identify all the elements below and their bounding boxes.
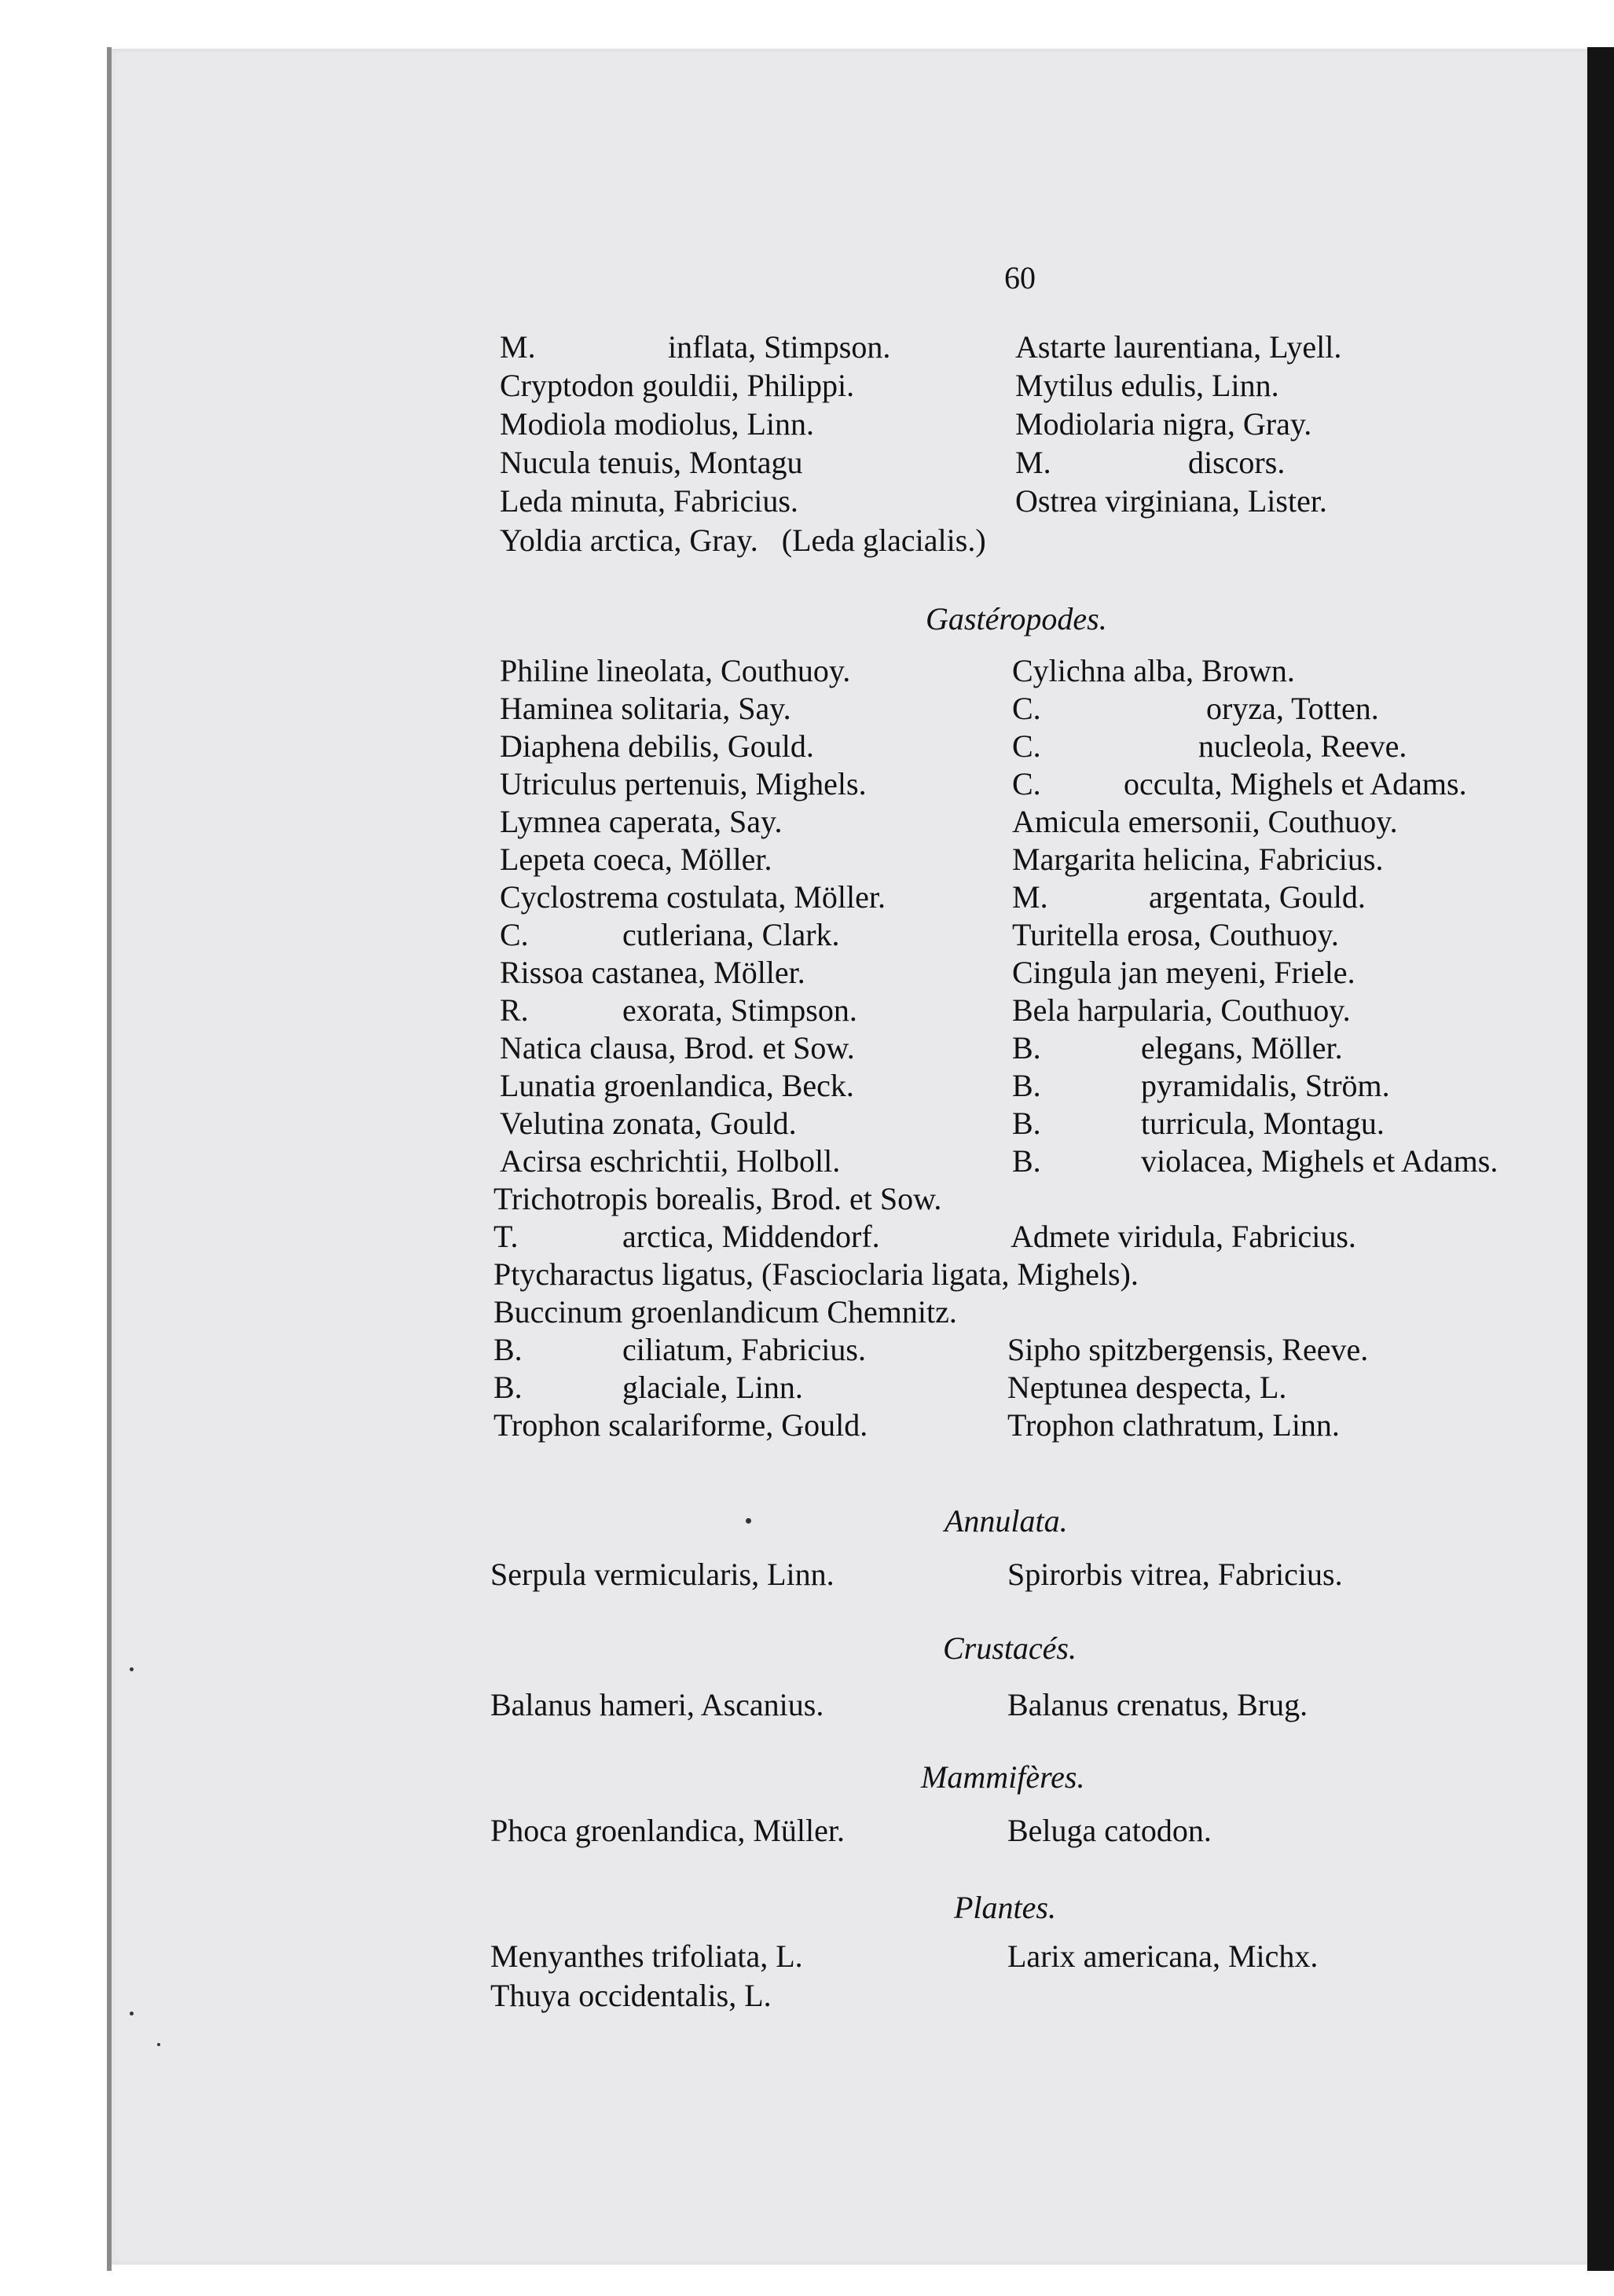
species-name: Modiola modiolus, Linn. (500, 406, 814, 442)
section-heading: Plantes. (954, 1890, 1056, 1925)
species-abbrev: C. (1012, 766, 1041, 801)
species-name: Bela harpularia, Couthuoy. (1012, 992, 1351, 1028)
section-heading: Annulata. (945, 1503, 1068, 1539)
species-name: Admete viridula, Fabricius. (1011, 1219, 1356, 1254)
species-name: Thuya occidentalis, L. (490, 1978, 772, 2013)
species-name: Yoldia arctica, Gray. (Leda glacialis.) (500, 523, 986, 558)
species-abbrev: T. (493, 1219, 519, 1254)
species-name: Utriculus pertenuis, Mighels. (500, 766, 867, 801)
species-name: Larix americana, Michx. (1007, 1938, 1319, 1974)
species-name: occulta, Mighels et Adams. (1124, 766, 1467, 801)
species-abbrev: C. (1012, 728, 1041, 764)
species-name: arctica, Middendorf. (622, 1219, 880, 1254)
species-name: Trophon clathratum, Linn. (1007, 1407, 1340, 1443)
species-abbrev: M. (1012, 879, 1048, 915)
scan-speck (130, 1667, 134, 1671)
species-name: turricula, Montagu. (1141, 1106, 1385, 1141)
species-name: Neptunea despecta, L. (1007, 1370, 1287, 1405)
species-name: Modiolaria nigra, Gray. (1015, 406, 1312, 442)
species-name: discors. (1188, 445, 1286, 480)
species-name: Astarte laurentiana, Lyell. (1015, 329, 1342, 365)
section-heading: Gastéropodes. (926, 601, 1107, 636)
species-name: Nucula tenuis, Montagu (500, 445, 803, 480)
species-name: exorata, Stimpson. (622, 992, 857, 1028)
species-abbrev: B. (1012, 1143, 1041, 1179)
species-name: Cingula jan meyeni, Friele. (1012, 955, 1355, 990)
species-name: Cyclostrema costulata, Möller. (500, 879, 886, 915)
species-name: Menyanthes trifoliata, L. (490, 1938, 803, 1974)
species-name: Beluga catodon. (1007, 1813, 1212, 1848)
scan-speck (130, 2012, 134, 2015)
species-name: Haminea solitaria, Say. (500, 691, 791, 726)
species-name: Sipho spitzbergensis, Reeve. (1007, 1332, 1369, 1367)
species-name: Mytilus edulis, Linn. (1015, 368, 1279, 403)
species-name: inflata, Stimpson. (668, 329, 891, 365)
species-name: Natica clausa, Brod. et Sow. (500, 1030, 855, 1065)
species-name: Trophon scalariforme, Gould. (493, 1407, 868, 1443)
species-abbrev: B. (493, 1332, 523, 1367)
species-name: Trichotropis borealis, Brod. et Sow. (493, 1181, 942, 1216)
species-name: oryza, Totten. (1206, 691, 1379, 726)
species-name: Velutina zonata, Gould. (500, 1106, 797, 1141)
species-abbrev: R. (500, 992, 529, 1028)
page-number: 60 (1004, 260, 1036, 295)
species-abbrev: M. (1015, 445, 1051, 480)
species-name: ciliatum, Fabricius. (622, 1332, 866, 1367)
species-name: Lymnea caperata, Say. (500, 804, 783, 839)
species-name: Cryptodon gouldii, Philippi. (500, 368, 855, 403)
species-name: Cylichna alba, Brown. (1012, 653, 1295, 688)
species-name: elegans, Möller. (1141, 1030, 1343, 1065)
species-name: nucleola, Reeve. (1198, 728, 1407, 764)
species-name: Ptycharactus ligatus, (Fascioclaria ligata, Mighels). (493, 1256, 1139, 1292)
species-abbrev: M. (500, 329, 536, 365)
species-name: Lunatia groenlandica, Beck. (500, 1068, 854, 1103)
species-name: Serpula vermicularis, Linn. (490, 1557, 835, 1592)
species-name: Spirorbis vitrea, Fabricius. (1007, 1557, 1343, 1592)
species-abbrev: B. (1012, 1068, 1041, 1103)
ink-speck (746, 1518, 751, 1524)
species-name: Buccinum groenlandicum Chemnitz. (493, 1294, 957, 1330)
section-heading: Mammifères. (921, 1759, 1085, 1795)
species-abbrev: C. (1012, 691, 1041, 726)
species-name: pyramidalis, Ström. (1141, 1068, 1390, 1103)
species-name: Ostrea virginiana, Lister. (1015, 483, 1327, 519)
species-name: Margarita helicina, Fabricius. (1012, 842, 1384, 877)
species-name: Balanus crenatus, Brug. (1007, 1687, 1308, 1722)
species-name: Lepeta coeca, Möller. (500, 842, 772, 877)
species-abbrev: B. (1012, 1030, 1041, 1065)
species-name: Rissoa castanea, Möller. (500, 955, 805, 990)
species-abbrev: B. (493, 1370, 523, 1405)
species-name: Diaphena debilis, Gould. (500, 728, 814, 764)
species-name: argentata, Gould. (1149, 879, 1366, 915)
species-name: Philine lineolata, Couthuoy. (500, 653, 851, 688)
species-name: Balanus hameri, Ascanius. (490, 1687, 824, 1722)
species-name: violacea, Mighels et Adams. (1141, 1143, 1498, 1179)
species-name: cutleriana, Clark. (622, 917, 840, 952)
species-name: Leda minuta, Fabricius. (500, 483, 798, 519)
species-abbrev: C. (500, 917, 529, 952)
species-abbrev: B. (1012, 1106, 1041, 1141)
species-name: Turitella erosa, Couthuoy. (1012, 917, 1339, 952)
scan-speck (157, 2043, 160, 2046)
species-name: glaciale, Linn. (622, 1370, 803, 1405)
section-heading: Crustacés. (943, 1630, 1077, 1666)
left-page-edge (107, 47, 112, 2271)
species-name: Phoca groenlandica, Müller. (490, 1813, 845, 1848)
species-name: Amicula emersonii, Couthuoy. (1012, 804, 1398, 839)
species-name: Acirsa eschrichtii, Holboll. (500, 1143, 841, 1179)
right-page-edge (1587, 47, 1614, 2271)
